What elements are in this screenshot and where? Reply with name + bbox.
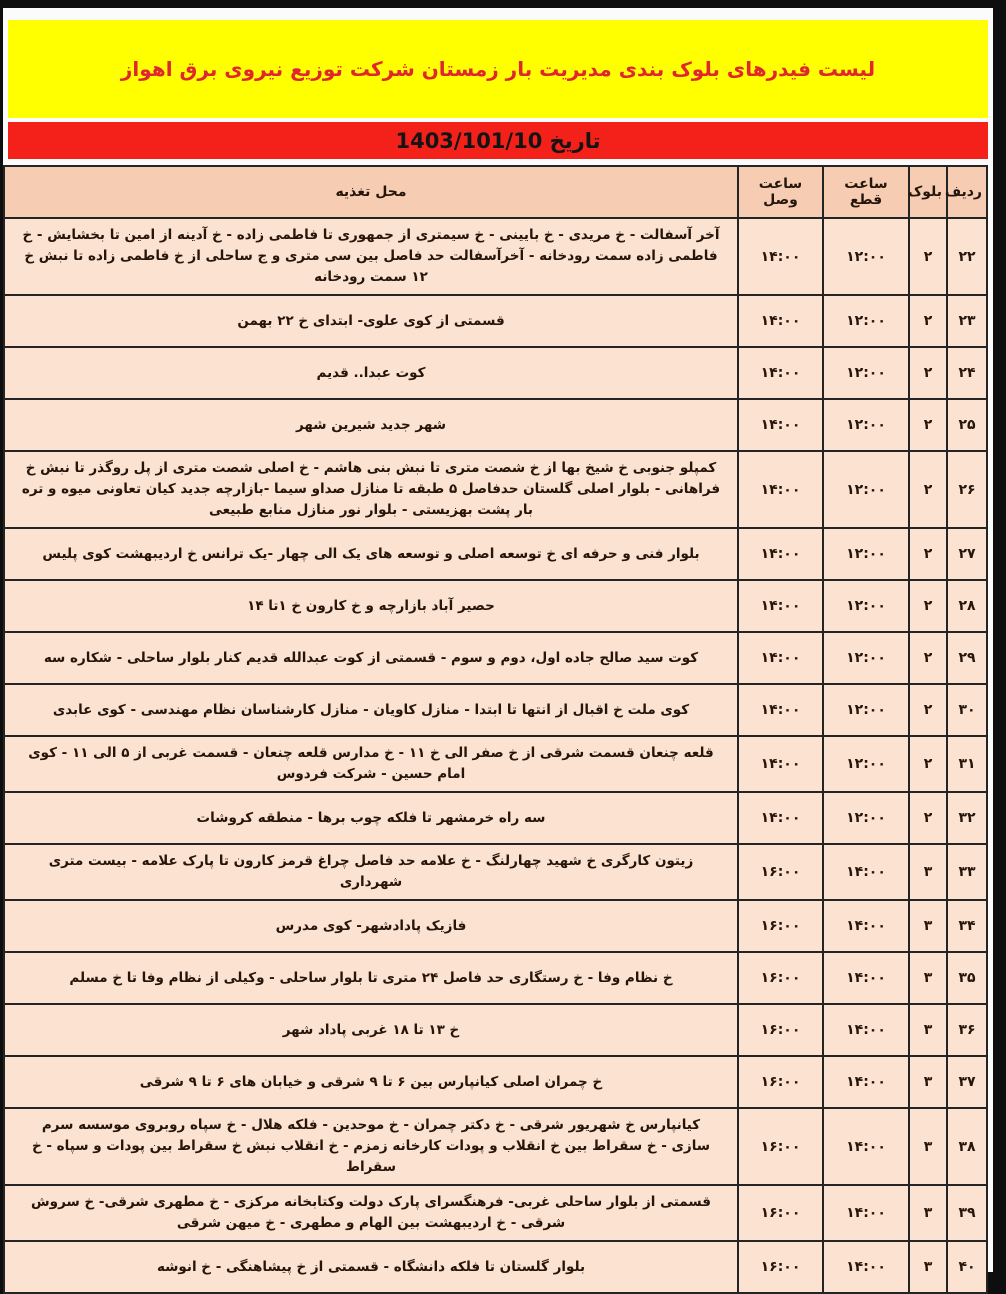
block-cell: ۳ [909,900,947,952]
reconnect-time-cell: ۱۶:۰۰ [738,900,823,952]
table-row [4,295,987,347]
table-row [4,1241,987,1293]
cut-time-cell: ۱۴:۰۰ [823,1185,909,1241]
reconnect-time-cell: ۱۴:۰۰ [738,580,823,632]
table-row [4,844,987,900]
cut-time-cell: ۱۲:۰۰ [823,736,909,792]
table-row [4,218,987,295]
block-cell: ۳ [909,952,947,1004]
reconnect-time-cell: ۱۴:۰۰ [738,684,823,736]
cut-time-cell: ۱۲:۰۰ [823,792,909,844]
table-row [4,632,987,684]
block-cell: ۲ [909,218,947,295]
block-cell: ۲ [909,528,947,580]
cut-time-cell: ۱۲:۰۰ [823,295,909,347]
block-cell: ۳ [909,1004,947,1056]
reconnect-time-cell: ۱۴:۰۰ [738,792,823,844]
outage-table-body [4,218,987,1293]
reconnect-time-cell: ۱۴:۰۰ [738,632,823,684]
block-cell: ۳ [909,1241,947,1293]
cut-time-cell: ۱۲:۰۰ [823,218,909,295]
location-cell: آخر آسفالت - خ مریدی - خ بایینی - خ سیمتری از جمهوری تا فاطمی زاده - خ آدینه از امین تا بخشایش - خ فاطمی زاده سمت رودخانه - آخرآسفالت حد فاصل بین سی متری و ج ساحلی از خ فاطمی زاده تا نبش خ ۱۲ سمت رودخانه [4,218,738,295]
row-number-cell: ۲۸ [947,580,987,632]
table-row [4,399,987,451]
block-cell: ۲ [909,580,947,632]
location-cell: کمپلو جنوبی خ شیخ بها از خ شصت متری تا نبش بنی هاشم - خ اصلی شصت متری از پل روگذر تا نبش خ فراهانی - بلوار اصلی گلستان حدفاصل ۵ طبقه تا منازل صداو سیما -بازارچه جدید کیان تعاونی میوه و تره بار پشت بهزیستی - بلوار نور منازل منابع طبیعی [4,451,738,528]
table-row [4,1185,987,1241]
row-number-cell: ۳۷ [947,1056,987,1108]
cut-time-cell: ۱۴:۰۰ [823,1108,909,1185]
cut-time-cell: ۱۲:۰۰ [823,580,909,632]
cut-time-cell: ۱۴:۰۰ [823,844,909,900]
table-row [4,451,987,528]
block-cell: ۳ [909,1108,947,1185]
row-number-cell: ۳۲ [947,792,987,844]
cut-time-cell: ۱۲:۰۰ [823,632,909,684]
page-title: لیست فیدرهای بلوک بندی مدیریت بار زمستان شرکت توزیع نیروی برق اهواز [120,57,876,81]
cut-time-cell: ۱۴:۰۰ [823,1056,909,1108]
table-header-row [4,166,987,218]
cut-time-cell: ۱۴:۰۰ [823,1004,909,1056]
location-cell: سه راه خرمشهر تا فلکه چوب برها - منطقه کروشات [4,792,738,844]
table-row [4,684,987,736]
table-row [4,580,987,632]
table-row [4,736,987,792]
header-block: بلوک [909,166,947,218]
reconnect-time-cell: ۱۴:۰۰ [738,736,823,792]
block-cell: ۲ [909,295,947,347]
cut-time-cell: ۱۴:۰۰ [823,1241,909,1293]
cut-time-cell: ۱۴:۰۰ [823,900,909,952]
block-cell: ۲ [909,451,947,528]
table-row [4,528,987,580]
table-row [4,1108,987,1185]
outage-schedule-table [3,165,988,1294]
row-number-cell: ۲۴ [947,347,987,399]
header-location: محل تغذیه [4,166,738,218]
row-number-cell: ۲۷ [947,528,987,580]
table-row [4,792,987,844]
location-cell: شهر جدید شیرین شهر [4,399,738,451]
row-number-cell: ۲۳ [947,295,987,347]
row-number-cell: ۳۰ [947,684,987,736]
cut-time-cell: ۱۲:۰۰ [823,684,909,736]
location-cell: زیتون کارگری خ شهید چهارلنگ - خ علامه حد فاصل چراغ قرمز کارون تا پارک علامه - بیست متری شهرداری [4,844,738,900]
location-cell: کوت عبدا.. قدیم [4,347,738,399]
table-row [4,952,987,1004]
cut-time-cell: ۱۲:۰۰ [823,347,909,399]
block-cell: ۲ [909,347,947,399]
table-row [4,900,987,952]
table-row [4,347,987,399]
location-cell: بلوار فنی و حرفه ای خ توسعه اصلی و توسعه های یک الی چهار -یک ترانس خ اردیبهشت کوی پلیس [4,528,738,580]
row-number-cell: ۳۸ [947,1108,987,1185]
location-cell: خ ۱۳ تا ۱۸ غربی پاداد شهر [4,1004,738,1056]
reconnect-time-cell: ۱۶:۰۰ [738,1108,823,1185]
cut-time-cell: ۱۲:۰۰ [823,528,909,580]
row-number-cell: ۳۹ [947,1185,987,1241]
location-cell: خ چمران اصلی کیانپارس بین ۶ تا ۹ شرقی و خیابان های ۶ تا ۹ شرقی [4,1056,738,1108]
table-row [4,1004,987,1056]
header-cut-time: ساعت قطع [823,166,909,218]
reconnect-time-cell: ۱۶:۰۰ [738,1185,823,1241]
location-cell: خ نظام وفا - خ رستگاری حد فاصل ۲۴ متری تا بلوار ساحلی - وکیلی از نظام وفا تا خ مسلم [4,952,738,1004]
location-cell: کوت سید صالح جاده اول، دوم و سوم - قسمتی از کوت عبدالله قدیم کنار بلوار ساحلی - شکاره سه [4,632,738,684]
cut-time-cell: ۱۲:۰۰ [823,399,909,451]
row-number-cell: ۳۴ [947,900,987,952]
reconnect-time-cell: ۱۴:۰۰ [738,451,823,528]
row-number-cell: ۳۳ [947,844,987,900]
reconnect-time-cell: ۱۴:۰۰ [738,528,823,580]
date-label: تاریخ 1403/101/10 [395,128,601,153]
reconnect-time-cell: ۱۶:۰۰ [738,844,823,900]
location-cell: قسمتی از بلوار ساحلی غربی- فرهنگسرای پارک دولت وکتابخانه مرکزی - خ مطهری شرقی- خ سروش شرقی - خ اردیبهشت بین الهام و مطهری - خ میهن شرقی [4,1185,738,1241]
cut-time-cell: ۱۲:۰۰ [823,451,909,528]
location-cell: کیانپارس خ شهریور شرقی - خ دکتر چمران - خ موحدین - فلکه هلال - خ سپاه روبروی موسسه سرم سازی - خ سقراط بین خ انقلاب و پودات کارخانه زمزم - خ انقلاب نبش خ سقراط بین پودات و سپاه - خ سقراط [4,1108,738,1185]
reconnect-time-cell: ۱۴:۰۰ [738,399,823,451]
row-number-cell: ۲۶ [947,451,987,528]
location-cell: قلعه چنعان قسمت شرقی از خ صفر الی خ ۱۱ - خ مدارس قلعه چنعان - قسمت غربی از ۵ الی ۱۱ - کوی امام حسین - شرکت فردوس [4,736,738,792]
reconnect-time-cell: ۱۴:۰۰ [738,218,823,295]
row-number-cell: ۳۱ [947,736,987,792]
block-cell: ۲ [909,632,947,684]
row-number-cell: ۲۹ [947,632,987,684]
date-banner [8,122,988,159]
block-cell: ۲ [909,399,947,451]
block-cell: ۳ [909,844,947,900]
reconnect-time-cell: ۱۶:۰۰ [738,1004,823,1056]
reconnect-time-cell: ۱۶:۰۰ [738,1241,823,1293]
title-banner [8,20,988,118]
row-number-cell: ۲۲ [947,218,987,295]
reconnect-time-cell: ۱۶:۰۰ [738,1056,823,1108]
row-number-cell: ۳۶ [947,1004,987,1056]
row-number-cell: ۴۰ [947,1241,987,1293]
cut-time-cell: ۱۴:۰۰ [823,952,909,1004]
location-cell: قسمتی از کوی علوی- ابتدای خ ۲۲ بهمن [4,295,738,347]
table-row [4,1056,987,1108]
location-cell: حصیر آباد بازارچه و خ کارون خ ۱تا ۱۴ [4,580,738,632]
block-cell: ۳ [909,1056,947,1108]
reconnect-time-cell: ۱۴:۰۰ [738,347,823,399]
block-cell: ۲ [909,736,947,792]
block-cell: ۳ [909,1185,947,1241]
location-cell: فازیک پادادشهر- کوی مدرس [4,900,738,952]
reconnect-time-cell: ۱۶:۰۰ [738,952,823,1004]
row-number-cell: ۳۵ [947,952,987,1004]
block-cell: ۲ [909,792,947,844]
header-reconnect-time: ساعت وصل [738,166,823,218]
document-page [3,8,993,1275]
reconnect-time-cell: ۱۴:۰۰ [738,295,823,347]
header-row-number: ردیف [947,166,987,218]
location-cell: بلوار گلستان تا فلکه دانشگاه - قسمتی از خ پیشاهنگی - خ انوشه [4,1241,738,1293]
row-number-cell: ۲۵ [947,399,987,451]
block-cell: ۲ [909,684,947,736]
location-cell: کوی ملت خ اقبال از انتها تا ابتدا - منازل کاویان - منازل کارشناسان نظام مهندسی - کوی عابدی [4,684,738,736]
